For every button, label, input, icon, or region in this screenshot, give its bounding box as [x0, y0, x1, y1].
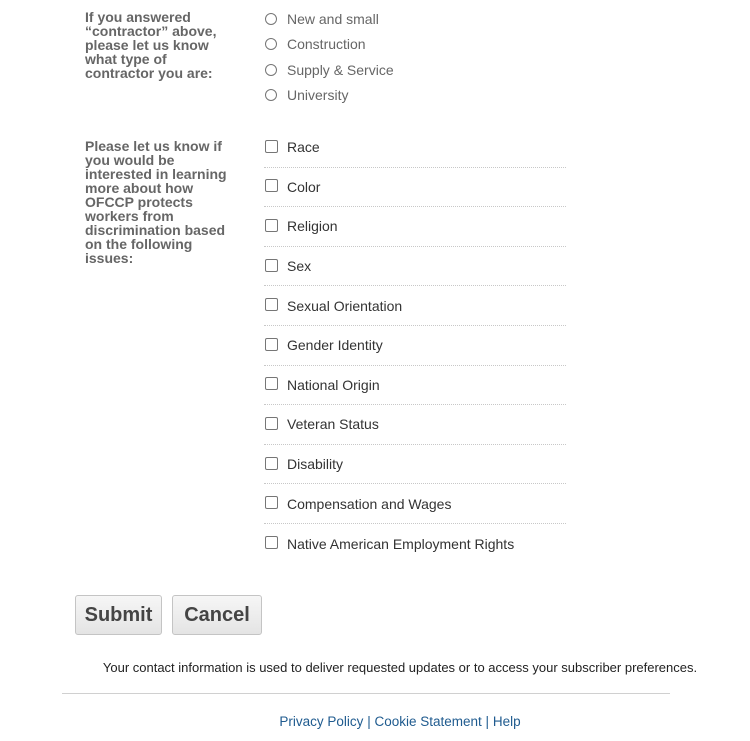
radio-option-new-and-small[interactable]	[264, 6, 566, 32]
checkbox-label[interactable]: Disability	[287, 456, 344, 473]
radio-button[interactable]	[265, 38, 277, 50]
checkbox-option-compensation-and-wages[interactable]	[264, 484, 566, 524]
checkbox-option-sex[interactable]	[264, 247, 566, 287]
privacy-notice: Your contact information is used to deliver requested updates or to access your subscriber preferences.	[102, 660, 698, 675]
checkbox-option-veteran-status[interactable]	[264, 405, 566, 445]
footer-separator: |	[485, 714, 490, 729]
footer-separator: |	[367, 714, 371, 729]
cancel-button[interactable]: Cancel	[172, 595, 262, 635]
checkbox-option-disability[interactable]	[264, 445, 566, 485]
checkbox[interactable]	[265, 259, 278, 272]
checkbox-label[interactable]: Race	[287, 139, 320, 156]
checkbox-label[interactable]: Native American Employment Rights	[287, 535, 515, 552]
checkbox-label[interactable]: Compensation and Wages	[287, 495, 452, 512]
checkbox-option-native-american-employment-rights[interactable]	[264, 524, 566, 564]
checkbox-label[interactable]: Veteran Status	[287, 416, 379, 433]
checkbox-option-gender-identity[interactable]	[264, 326, 566, 366]
footer-divider	[62, 693, 670, 694]
discrimination-topics-checkbox-group	[264, 128, 566, 564]
contractor-type-radio-group	[264, 6, 566, 108]
discrimination-topics-question-label: Please let us know if you would be interested in learning more about how OFCCP protects workers from discrimination based on the following issues:	[85, 138, 227, 266]
help-link[interactable]: Help	[492, 714, 521, 729]
checkbox[interactable]	[265, 536, 278, 549]
checkbox-option-color[interactable]	[264, 168, 566, 208]
privacy-policy-link[interactable]: Privacy Policy	[279, 714, 364, 729]
radio-option-label[interactable]: University	[287, 87, 349, 104]
checkbox-label[interactable]: Color	[287, 178, 321, 195]
checkbox-option-national-origin[interactable]	[264, 366, 566, 406]
checkbox[interactable]	[265, 496, 278, 509]
checkbox-label[interactable]: Sexual Orientation	[287, 297, 403, 314]
checkbox-label[interactable]: Religion	[287, 218, 338, 235]
radio-button[interactable]	[265, 64, 277, 76]
checkbox-label[interactable]: Gender Identity	[287, 337, 383, 354]
checkbox[interactable]	[265, 298, 278, 311]
checkbox[interactable]	[265, 219, 278, 232]
checkbox[interactable]	[265, 338, 278, 351]
submit-button[interactable]: Submit	[75, 595, 162, 635]
checkbox-label[interactable]: Sex	[287, 258, 312, 275]
checkbox-option-sexual-orientation[interactable]	[264, 286, 566, 326]
radio-button[interactable]	[265, 13, 277, 25]
radio-option-label[interactable]: Supply & Service	[287, 61, 394, 78]
radio-button[interactable]	[265, 89, 277, 101]
radio-option-label[interactable]: Construction	[287, 36, 366, 53]
checkbox-label[interactable]: National Origin	[287, 376, 380, 393]
radio-option-construction[interactable]	[264, 32, 566, 58]
checkbox-option-race[interactable]	[264, 128, 566, 168]
radio-option-supply-and-service[interactable]	[264, 57, 566, 83]
checkbox[interactable]	[265, 457, 278, 470]
checkbox[interactable]	[265, 179, 278, 192]
radio-option-label[interactable]: New and small	[287, 10, 379, 27]
checkbox[interactable]	[265, 417, 278, 430]
radio-option-university[interactable]	[264, 83, 566, 109]
contractor-type-question-label: If you answered “contractor” above, please let us know what type of contractor you are:	[85, 9, 217, 81]
cookie-statement-link[interactable]: Cookie Statement	[374, 714, 482, 729]
checkbox[interactable]	[265, 377, 278, 390]
checkbox[interactable]	[265, 140, 278, 153]
checkbox-option-religion[interactable]	[264, 207, 566, 247]
footer-links	[0, 714, 750, 729]
